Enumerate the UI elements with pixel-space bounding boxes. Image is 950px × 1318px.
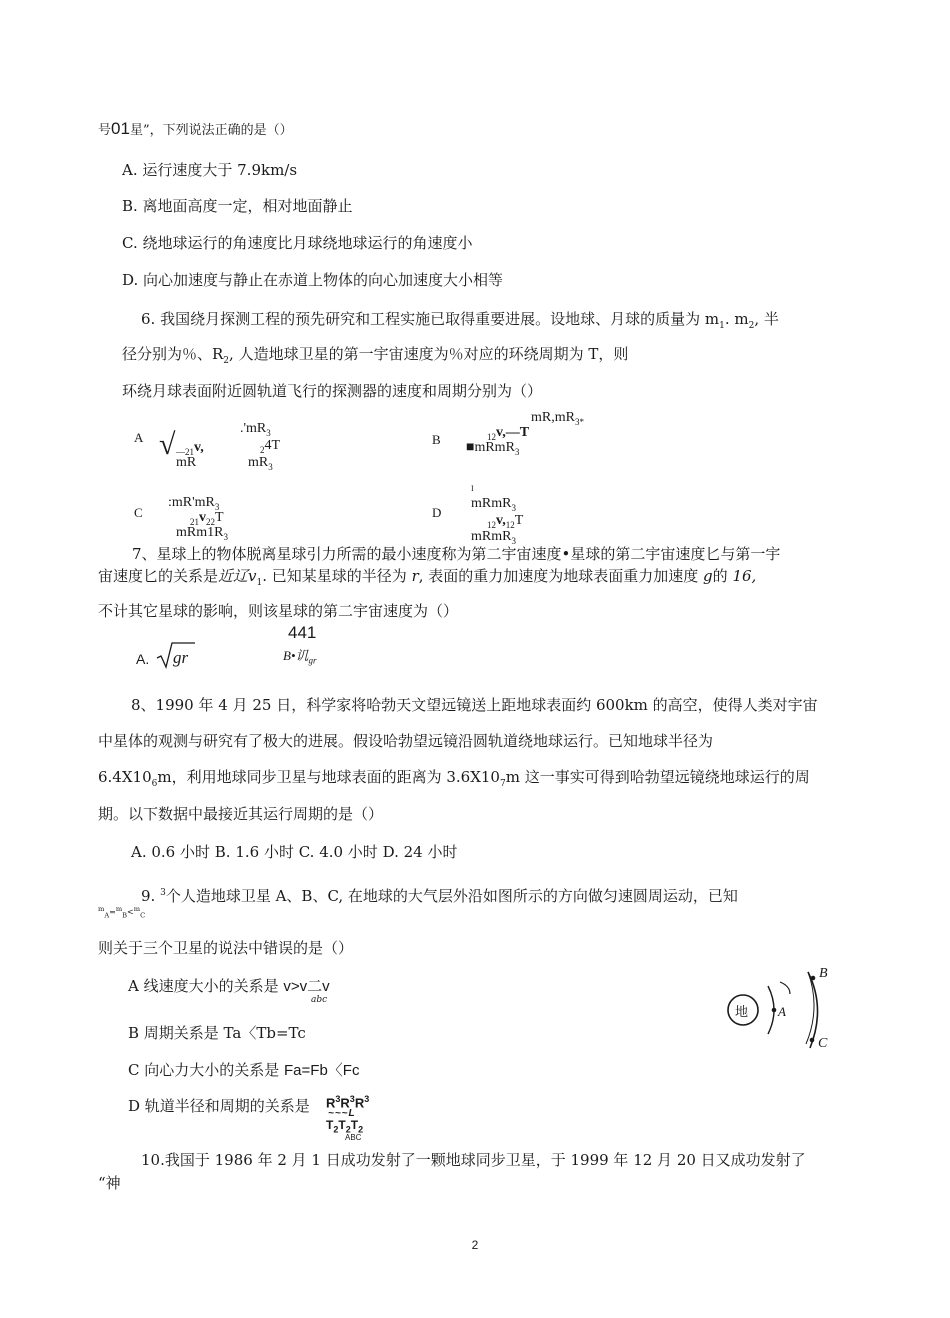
q9-mass: m — [115, 905, 123, 913]
q9-d-r: R — [354, 1095, 365, 1111]
q6-sub: 2 — [223, 356, 230, 366]
q9-sup: 3 — [160, 888, 166, 898]
q6-option-d-top — [471, 496, 516, 513]
q6-c-sub: 21 — [190, 516, 199, 527]
q6-option-d-letter: D — [432, 505, 442, 520]
q9-line-1 — [141, 883, 738, 906]
q8-line-1: 8、1990 年 4 月 25 日，科学家将哈勃天文望远镜送上距地球表面约 600km 的高空，使得人类对宇宙 — [131, 696, 818, 714]
q6-d-sub: 3 — [511, 502, 516, 513]
q6-d-sub: 3 — [511, 535, 516, 546]
q5-option-b: B. 离地面高度一定，相对地面静止 — [122, 197, 353, 215]
q6-option-a-letter: A — [134, 430, 144, 445]
q8-line-2: 中星体的观测与研究有了极大的进展。假设哈勃望远镜沿圆轨道绕地球运行。已知地球半径为 — [98, 732, 714, 750]
satellite-orbit-diagram — [718, 964, 848, 1056]
q6-d-den: mRmR — [471, 529, 512, 544]
q7-option-a-radicand: gr — [173, 648, 189, 667]
q7-line-3: 不计其它星球的影响，则该星球的第二宇宙速度为（） — [98, 602, 459, 620]
q6-text: , 人造地球卫星的第一宇宙速度为％对应的环绕周期为 T，则 — [229, 345, 629, 363]
satellite-b-label: B — [819, 966, 828, 981]
q9-option-d-mid: ~~~L — [328, 1108, 356, 1119]
q8-text: m，利用地球同步卫星与地球表面的距离为 3.6X10 — [157, 768, 500, 786]
q8-sub: 7 — [499, 779, 506, 789]
q9-option-a-sub: abc — [311, 995, 328, 1005]
q6-a-num: .'mR — [240, 421, 267, 436]
q5-option-a: A. 运行速度大于 7.9km/s — [122, 161, 298, 179]
q8-line-3 — [98, 767, 810, 794]
q7-italic: v — [248, 567, 257, 585]
q6-c-sub: 22 — [206, 516, 215, 527]
q6-text: 径分别为％、R — [122, 345, 224, 363]
q9-option-c — [128, 1060, 359, 1081]
q6-option-a-top — [240, 421, 271, 438]
q6-text: . m — [724, 310, 749, 328]
q7-option-b-top: 441 — [288, 623, 317, 642]
q6-option-c-den — [176, 525, 228, 541]
q6-option-b-top — [531, 410, 584, 427]
q9-option-a — [128, 976, 330, 997]
q6-text: 6. 我国绕月探测工程的预先研究和工程实施已取得重要进展。设地球、月球的质量为 m — [141, 310, 720, 328]
q6-c-sub: 3 — [214, 501, 220, 512]
q7-text: 宙速度匕的关系是 — [98, 567, 219, 585]
q6-b-sub: 3 — [514, 446, 520, 457]
q6-line-3: 环绕月球表面附近圆轨道飞行的探测器的速度和周期分别为（） — [122, 382, 543, 400]
q9-mass: A — [104, 911, 110, 920]
q9-d-t: T — [326, 1118, 334, 1132]
q6-option-d-mark: I — [471, 484, 474, 493]
q8-text: m 这一事实可得到哈勃望远镜绕地球运行的周 — [505, 768, 810, 786]
q7-option-b-text: B•讥 — [283, 648, 309, 663]
q6-option-d-den — [471, 529, 516, 546]
q7-option-a: A. — [136, 651, 150, 667]
q5-stem — [98, 119, 293, 141]
q6-option-d-mid — [487, 513, 523, 530]
q7-italic: r — [411, 567, 419, 585]
q6-d-num: mRmR — [471, 496, 512, 511]
q6-sub: 2 — [748, 321, 755, 331]
q9-mass: < — [127, 907, 134, 917]
q9-line-2: 则关于三个卫星的说法中错误的是（） — [98, 939, 354, 957]
q6-b-sub: 12 — [487, 431, 496, 442]
q9-d-sup: 3 — [349, 1094, 355, 1104]
q9-mass: C — [140, 911, 146, 920]
q6-a-period-text: 4T — [264, 438, 281, 453]
q9-option-d-abc: ABC — [345, 1133, 362, 1142]
q7-option-b-sub: gr — [308, 655, 317, 666]
q9-option-c-formula: Fa=Fb〈Fc — [284, 1062, 360, 1079]
q6-d-v: v, — [496, 513, 506, 528]
q9-mass: = — [109, 907, 116, 917]
q6-a-sub: 3 — [266, 427, 271, 438]
q6-option-a-period — [260, 438, 280, 455]
q6-c-den: mRm1R — [176, 525, 224, 540]
q7-option-b — [283, 645, 317, 666]
q8-text: 6.4X10 — [98, 768, 152, 786]
q10-line-1: 10.我国于 1986 年 2 月 1 日成功发射了一颗地球同步卫星，于 1999 年 12 月 20 日又成功发射了 — [141, 1151, 806, 1169]
q6-line-1 — [141, 309, 779, 336]
q7-line-2 — [98, 566, 756, 593]
q6-option-b-den — [466, 440, 519, 457]
q9-d-r: R — [326, 1095, 336, 1111]
q6-b-den: ■mRmR — [466, 440, 515, 455]
q6-b-num: mR,mR — [531, 410, 575, 425]
q9-option-d-den — [326, 1118, 363, 1134]
satellite-a-label: A — [778, 1004, 786, 1019]
q7-text: 的 — [712, 567, 733, 585]
q9-option-a-text: A 线速度大小的关系是 — [128, 977, 284, 995]
sqrt-icon: √ — [159, 428, 176, 461]
q9-mass: m — [98, 905, 105, 913]
q9-mass: m — [133, 905, 141, 913]
q6-d-sub: 12 — [487, 519, 496, 530]
q6-d-period: T — [514, 513, 524, 528]
q7-italic: 近辽 — [218, 567, 249, 585]
q10-line-2: “神 — [98, 1174, 121, 1192]
q5-option-c: C. 绕地球运行的角速度比月球绕地球运行的角速度小 — [122, 234, 473, 252]
q9-text: 9. — [141, 887, 156, 905]
q6-a-v: v, — [194, 440, 204, 455]
q8-sub: 6 — [151, 779, 158, 789]
q9-d-sub: 2 — [358, 1124, 364, 1135]
q6-b-v: v,—T — [496, 425, 530, 440]
q9-d-r: R — [340, 1095, 350, 1111]
q6-c-sub: 3 — [223, 531, 228, 542]
q9-d-t: T — [338, 1118, 346, 1132]
q6-sub: 1 — [719, 321, 725, 331]
q9-d-sup: 3 — [364, 1094, 370, 1104]
q6-a-sub: 3 — [268, 461, 273, 472]
q9-option-d: D 轨道半径和周期的关系是 — [128, 1097, 310, 1115]
q6-c-period: T — [215, 510, 224, 525]
q9-d-sub: 2 — [345, 1124, 351, 1135]
q6-option-a-den-2 — [248, 455, 273, 472]
q7-line-1: 7、星球上的物体脱离星球引力所需的最小速度称为第二宇宙速度•星球的第二宇宙速度匕与第一宇 — [132, 545, 781, 563]
q7-italic: 16, — [732, 567, 757, 585]
q9-option-a-formula: v>v二v — [283, 978, 330, 995]
q9-d-sup: 3 — [335, 1094, 341, 1104]
q8-options: A. 0.6 小时 B. 1.6 小时 C. 4.0 小时 D. 24 小时 — [131, 843, 458, 861]
page-number: 2 — [471, 1238, 479, 1252]
q9-option-c-text: C 向心力大小的关系是 — [128, 1061, 285, 1079]
q6-b-sub: 3* — [574, 416, 584, 427]
q9-mass-relation — [98, 903, 145, 921]
q6-d-sub: 12 — [505, 519, 515, 530]
q9-mass: B — [122, 911, 128, 920]
q6-a-den: mR — [248, 455, 269, 470]
q6-c-v: v — [199, 510, 206, 525]
q6-a-sub: —21 — [176, 446, 194, 457]
q6-option-b-letter: B — [432, 432, 441, 447]
q6-c-num: :mR'mR — [168, 495, 215, 510]
q9-text: 个人造地球卫星 A、B、C, 在地球的大气层外沿如图所示的方向做匀速圆周运动，已知 — [165, 887, 738, 905]
q6-option-a-den: mR — [176, 455, 197, 470]
q9-d-sub: 2 — [333, 1124, 339, 1135]
q9-option-b: B 周期关系是 Ta〈Tb=Tc — [128, 1024, 306, 1042]
q7-sub: 1 — [256, 578, 263, 588]
q6-option-c-letter: C — [134, 505, 143, 520]
q7-italic: g — [703, 567, 713, 585]
q7-text: . 已知某星球的半径为 — [262, 567, 412, 585]
q5-stem-number: 01 — [111, 119, 130, 138]
q5-option-d: D. 向心加速度与静止在赤道上物体的向心加速度大小相等 — [122, 271, 504, 289]
q8-line-4: 期。以下数据中最接近其运行周期的是（） — [98, 805, 384, 823]
earth-label: 地 — [735, 1005, 749, 1020]
q6-line-2 — [122, 344, 628, 371]
q6-a-sub: 2 — [260, 444, 265, 455]
q6-text: , 半 — [754, 310, 779, 328]
q9-d-t: T — [350, 1118, 359, 1132]
q5-stem-text-2: 星”，下列说法正确的是（） — [129, 123, 293, 138]
satellite-c-label: C — [818, 1036, 828, 1051]
q7-text: , 表面的重力加速度为地球表面重力加速度 — [418, 567, 704, 585]
q5-stem-text: 号 — [98, 123, 112, 138]
